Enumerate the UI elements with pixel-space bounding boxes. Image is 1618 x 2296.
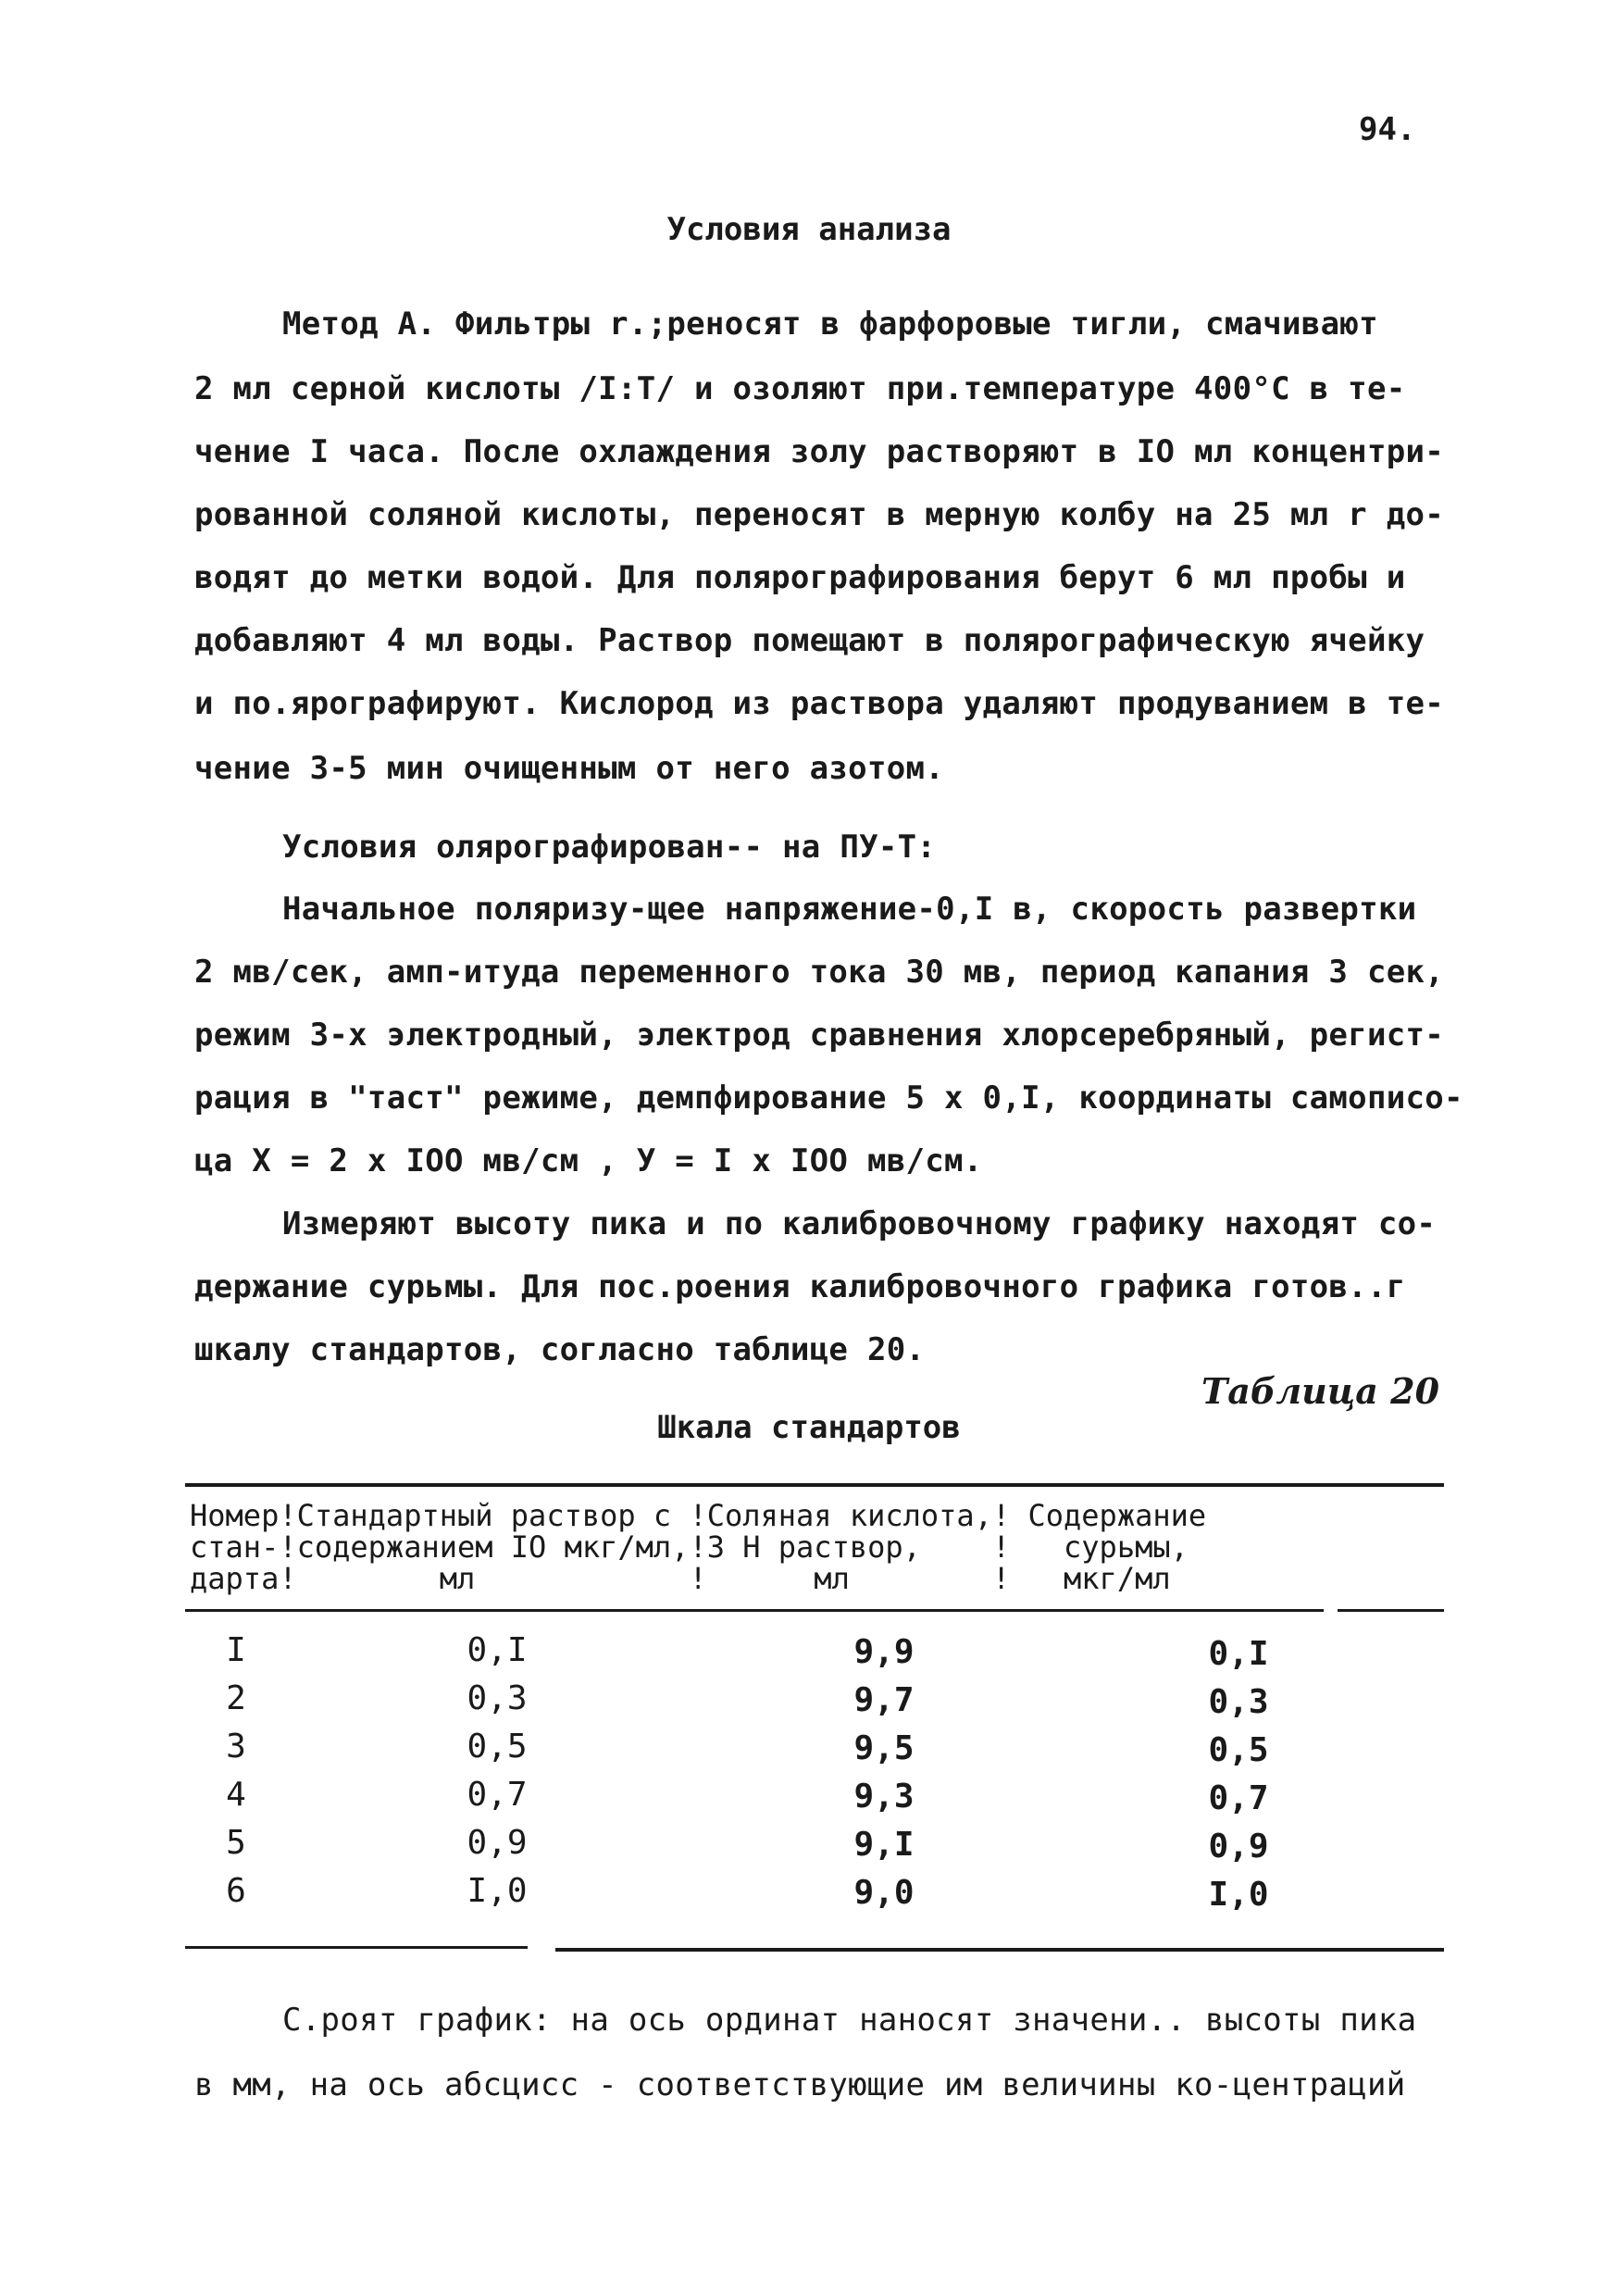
table-cell: 0,7 [467,1776,528,1814]
table-top-rule [185,1483,1444,1487]
table-cell: 0,5 [1208,1731,1269,1769]
table-cell: 3 [226,1728,246,1766]
paragraph-line: и по.ярографируют. Кислород из раствора удаляют продуванием в те- [194,685,1445,722]
paragraph-line: чение 3-5 мин очищенным от него азотом. [194,750,945,787]
table-bottom-rule [555,1948,1444,1952]
table-cell: 9,I [853,1826,915,1864]
table-cell: 9,7 [853,1681,915,1719]
page-number: 94. [1359,111,1416,148]
table-cell: 2 [226,1679,246,1717]
table-header-rule [185,1609,1324,1612]
table-cell: 9,9 [853,1633,915,1671]
paragraph-line: шкалу стандартов, согласно таблице 20. [194,1331,926,1368]
table-header-line: стан-!содержанием IO мкг/мл,!3 Н раствор, ! сурьмы, [190,1529,1189,1565]
paragraph-line: Условия олярографирован-- на ПУ-T: [282,829,937,866]
paragraph-line: режим 3-х электродный, электрод сравнения хлорсеребряный, регист- [194,1017,1445,1054]
table-cell: 4 [226,1776,246,1814]
paragraph-line: рованной соляной кислоты, переносят в мерную колбу на 25 мл r до- [194,496,1445,533]
table-cell: 0,3 [467,1679,528,1717]
paragraph-line: Измеряют высоту пика и по калибровочному графику находят со- [282,1205,1437,1242]
paragraph-line: в мм, на ось абсцисс - соответствующие им величины ко-центраций [194,2066,1406,2103]
section-heading: Условия анализа [666,211,952,248]
table-title: Шкала стандартов [657,1409,961,1446]
table-cell: 0,9 [1208,1828,1269,1866]
paragraph-line: ца X = 2 x IOO мв/см , У = I x IOO мв/см. [194,1142,983,1179]
table-cell: 0,5 [467,1728,528,1766]
table-header-rule [1338,1609,1444,1612]
table-label: Таблица 20 [1201,1370,1440,1412]
paragraph-line: Начальное поляризу-щее напряжение-0,I в, скорость развертки [282,891,1417,928]
table-bottom-rule [185,1946,528,1949]
table-cell: I [226,1631,246,1669]
paragraph-line: рация в "таст" режиме, демпфирование 5 x 0,I, координаты самописо- [194,1079,1463,1117]
table-cell: I,0 [467,1872,528,1910]
table-header-line: дарта! мл ! мл ! мкг/мл [190,1561,1171,1596]
paragraph-line: С.роят график: на ось ординат наносят значени.. высоты пика [282,2002,1417,2039]
paragraph-line: 2 мл серной кислоты /I:T/ и озоляют при.температуре 400°C в те- [194,370,1406,407]
table-cell: 0,7 [1208,1779,1269,1817]
table-cell: 0,9 [467,1824,528,1862]
paragraph-line: добавляют 4 мл воды. Раствор помещают в полярографическую ячейку [194,622,1425,659]
paragraph-line: чение I часа. После охлаждения золу растворяют в IO мл концентри- [194,433,1445,470]
paragraph-line: водят до метки водой. Для полярографирования берут 6 мл пробы и [194,559,1406,596]
table-header-line: Номер!Стандартный раствор с !Соляная кислота,! Содержание [190,1498,1207,1533]
table-cell: 0,I [467,1631,528,1669]
table-cell: 0,3 [1208,1683,1269,1721]
table-cell: 9,5 [853,1729,915,1767]
paragraph-line: 2 мв/сек, амп-итуда переменного тока 30 мв, период капания 3 сек, [194,954,1445,991]
table-cell: 9,3 [853,1778,915,1816]
paragraph-line: держание сурьмы. Для пос.роения калибровочного графика готов..г [194,1268,1406,1305]
table-cell: 5 [226,1824,246,1862]
paragraph-line: Метод А. Фильтры r.;реносят в фарфоровые тигли, смачивают [282,306,1378,343]
table-cell: 0,I [1208,1635,1269,1673]
table-cell: 9,0 [853,1874,915,1912]
table-cell: 6 [226,1872,246,1910]
table-cell: I,0 [1208,1876,1269,1914]
